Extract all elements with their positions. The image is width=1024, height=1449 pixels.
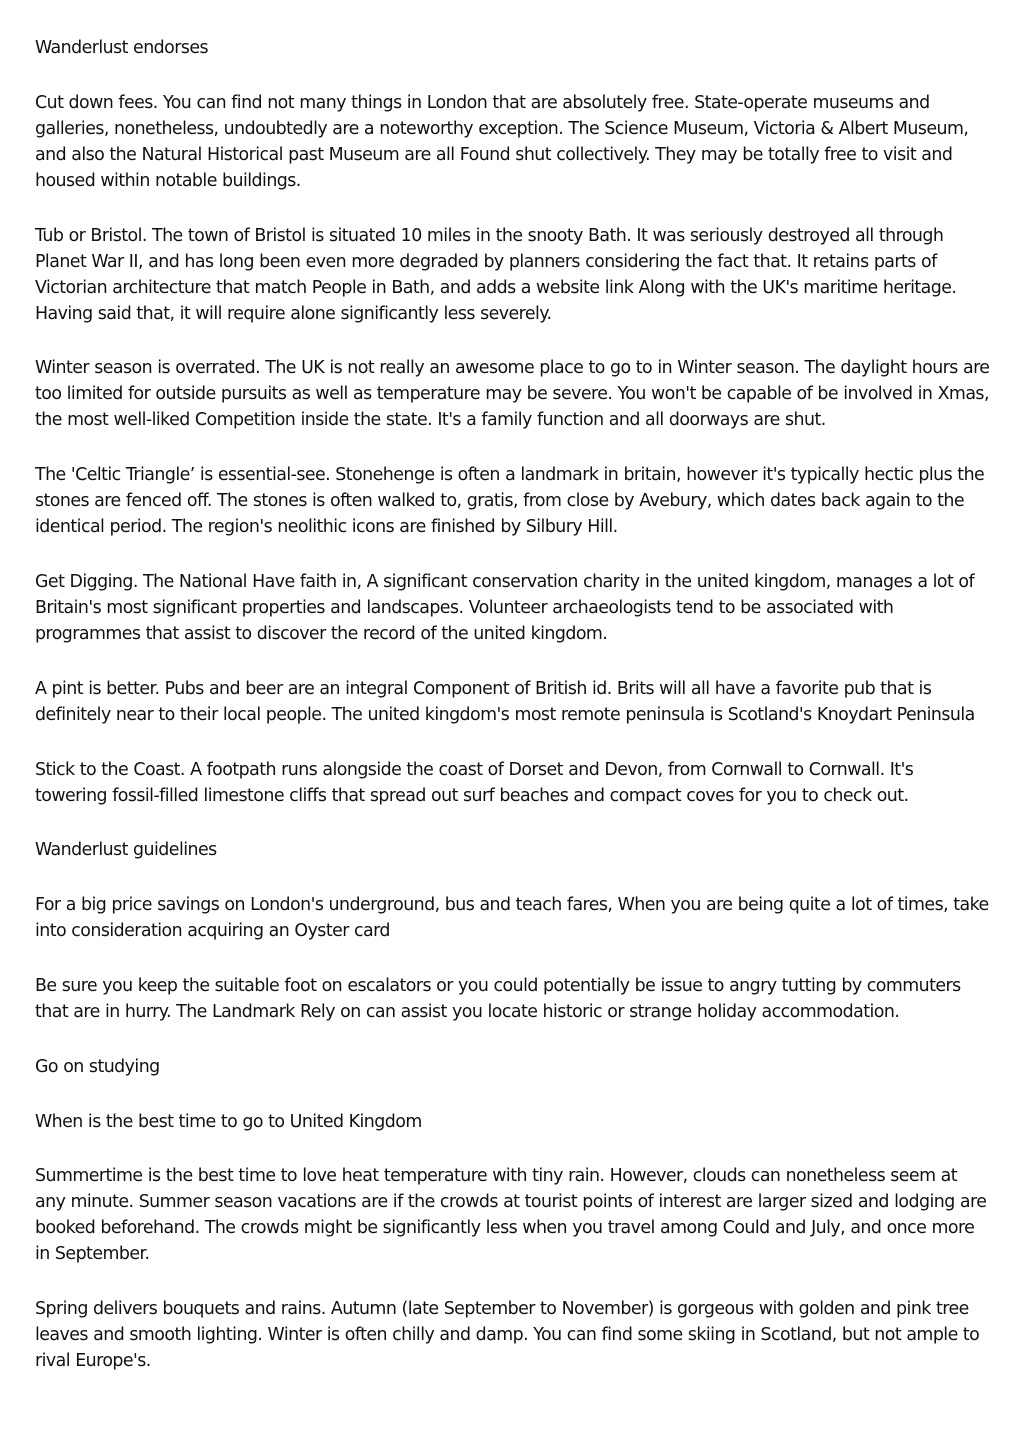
paragraph-celtic-triangle: The 'Celtic Triangle’ is essential-see. Stonehenge is often a landmark in britain, however it's typically hectic plus the stones are fenced off. The stones is often walked to, gratis, from close by Avebury, which dates back again to the identical period. The region's neolithic icons are finished by Silbury Hill. [35, 465, 985, 538]
paragraph-winter-overrated: Winter season is overrated. The UK is not really an awesome place to go to in Winter season. The daylight hours are too limited for outside pursuits as well as temperature may be severe. You won't be capable of be involved in Xmas, the most well-liked Competition inside the state. It's a family function and all doorways are shut. [35, 358, 990, 431]
paragraph-summertime: Summertime is the best time to love heat temperature with tiny rain. However, clouds can nonetheless seem at any minute. Summer season vacations are if the crowds at tourist points of interest are larger sized and lodging are booked beforehand. The crowds might be significantly less when you travel among Could and July, and once more in September. [35, 1166, 987, 1265]
paragraph-get-digging: Get Digging. The National Have faith in, A significant conservation charity in the united kingdom, manages a lot of Britain's most significant properties and landscapes. Volunteer archaeologists tend to be associated with programmes that assist to discover the record of the united kingdom. [35, 571, 975, 644]
paragraph-cut-down-fees: Cut down fees. You can find not many things in London that are absolutely free. State-operate museums and galleries, nonetheless, undoubtedly are a noteworthy exception. The Science Museum, Victoria & Albert Museum, and also the Natural Historical past Museum are all Found shut collectively. They may be totally free to visit and housed within notable buildings. [35, 92, 969, 191]
paragraph-stick-to-coast: Stick to the Coast. A footpath runs alongside the coast of Dorset and Devon, from Cornwall to Cornwall. It's towering fossil-filled limestone cliffs that spread out surf beaches and compact coves for you to check out. [35, 759, 914, 806]
section-heading-best-time: When is the best time to go to United Kingdom [35, 1111, 422, 1132]
paragraph-escalators: Be sure you keep the suitable foot on escalators or you could potentially be issue to angry tutting by commuters that are in hurry. The Landmark Rely on can assist you locate historic or strange holiday accommodation. [35, 975, 961, 1022]
paragraph-pint-is-better: A pint is better. Pubs and beer are an integral Component of British id. Brits will all have a favorite pub that is definitely near to their local people. The united kingdom's most remote peninsula is Scotland's Knoydart Peninsula [35, 678, 975, 725]
paragraph-oyster-card: For a big price savings on London's underground, bus and teach fares, When you are being quite a lot of times, take into consideration acquiring an Oyster card [35, 895, 989, 942]
section-heading-go-on-studying: Go on studying [35, 1056, 160, 1077]
paragraph-spring-autumn-winter: Spring delivers bouquets and rains. Autumn (late September to November) is gorgeous with golden and pink tree leaves and smooth lighting. Winter is often chilly and damp. You can find some skiing in Scotland, but not ample to rival Europe's. [35, 1299, 980, 1372]
section-heading-wanderlust-endorses: Wanderlust endorses [35, 38, 209, 58]
paragraph-bath-or-bristol: Tub or Bristol. The town of Bristol is situated 10 miles in the snooty Bath. It was seriously destroyed all through Planet War II, and has long been even more degraded by planners considering the fact that. It retains parts of Victorian architecture that match People in Bath, and adds a website link Along with the UK's maritime heritage. Having said that, it will require alone significantly less severely. [35, 225, 957, 324]
section-heading-wanderlust-guidelines: Wanderlust guidelines [35, 840, 217, 861]
